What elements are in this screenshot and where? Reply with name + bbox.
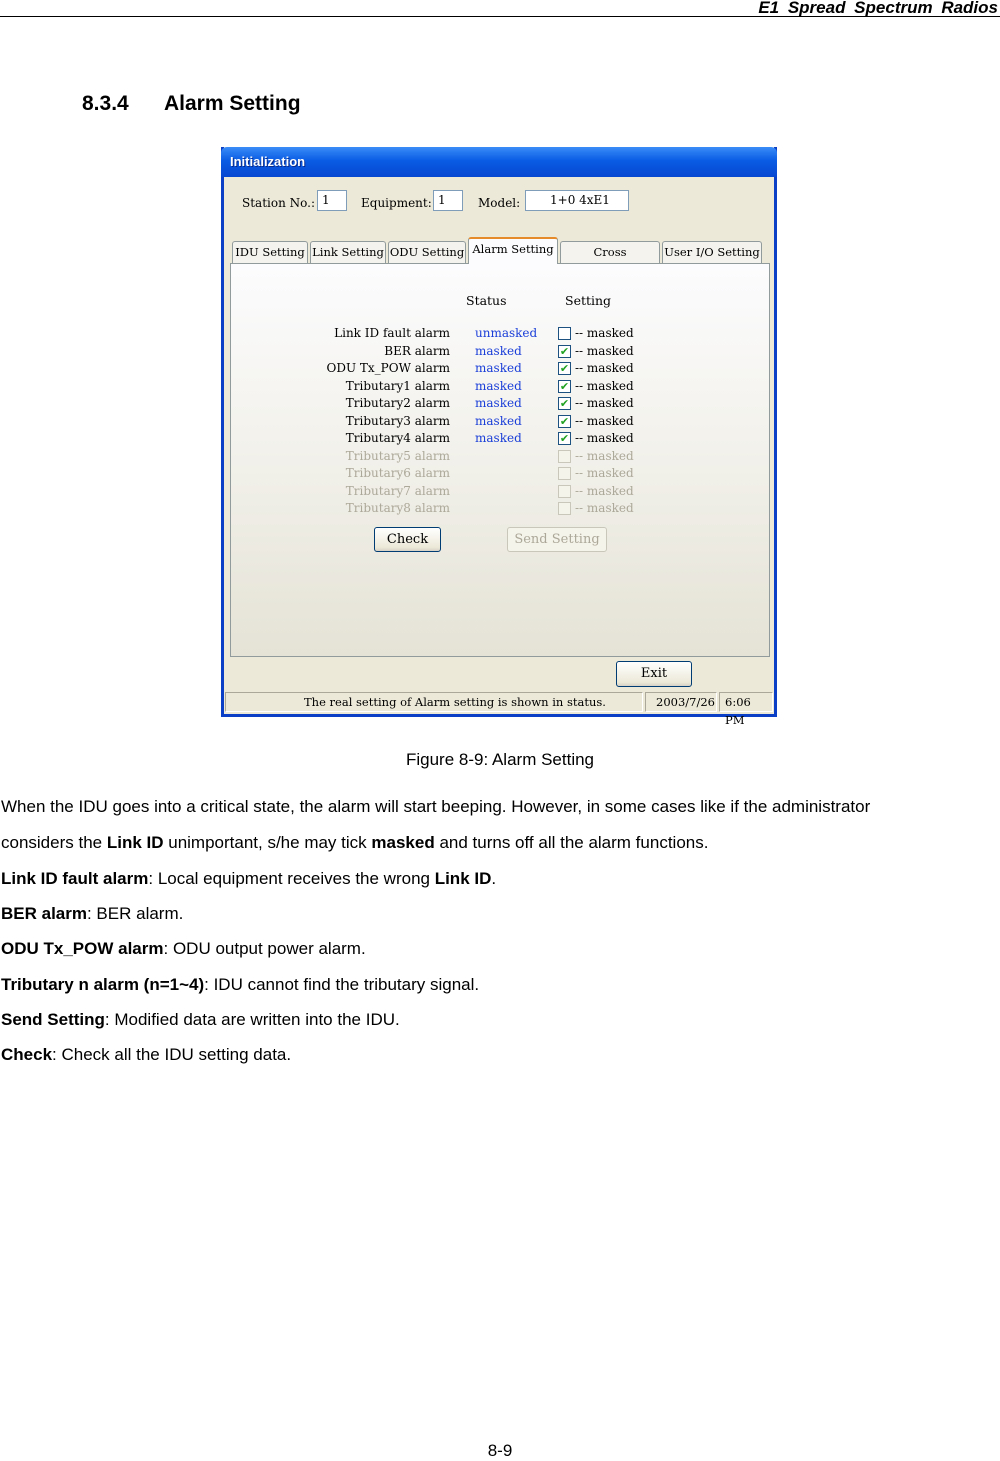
alarm-status: unmasked [475, 326, 538, 340]
mask-checkbox[interactable]: ✔ [559, 379, 570, 393]
mask-label: -- masked [575, 396, 634, 410]
definition-tributary [1, 975, 479, 995]
mask-label: -- masked [575, 483, 634, 498]
alarm-name: Tributary7 alarm [345, 483, 450, 498]
status-bar [225, 691, 773, 727]
mask-label: -- masked [575, 466, 634, 480]
alarm-name: Tributary4 alarm [345, 431, 450, 445]
mask-label: -- masked [575, 378, 634, 393]
alarm-row-tributary6 [231, 466, 771, 483]
mask-label: -- masked [575, 326, 634, 340]
text-run: and turns off all the alarm functions. [434, 833, 709, 852]
alarm-status: masked [475, 378, 522, 393]
mask-checkbox [558, 450, 571, 463]
section-heading [82, 92, 301, 116]
mask-label: -- masked [575, 448, 634, 463]
alarm-status: masked [475, 361, 522, 375]
body-paragraph-line2 [1, 833, 708, 853]
definition-term: Send Setting [1, 1010, 105, 1029]
send-setting-button: Send Setting [507, 527, 607, 552]
definition-term: Check [1, 1045, 53, 1064]
definition-text: : ODU output power alarm. [163, 939, 366, 958]
alarm-name: Tributary8 alarm [345, 501, 450, 515]
definition-text: : BER alarm. [86, 904, 184, 923]
definition-text: : IDU cannot find the tributary signal. [204, 975, 480, 994]
body-paragraph-line1: When the IDU goes into a critical state, the alarm will start beeping. However, in some cases like if the administrator [1, 797, 871, 816]
mask-label: -- masked [575, 501, 634, 515]
equipment-label: Equipment: [361, 196, 432, 210]
alarm-row-odu-tx-pow [231, 361, 771, 378]
section-number: 8.3.4 [82, 92, 129, 115]
alarm-name: Tributary5 alarm [345, 448, 450, 463]
mask-checkbox[interactable]: ✔ [559, 432, 570, 445]
tab-link-setting[interactable]: Link Setting [310, 241, 386, 263]
alarm-name: BER alarm [384, 343, 450, 358]
running-header: E1 Spread Spectrum Radios [758, 0, 998, 17]
term-link-id: Link ID [106, 833, 164, 852]
mask-label: -- masked [575, 361, 634, 375]
status-time: 6:06 PM [719, 692, 773, 712]
alarm-status: masked [475, 413, 522, 428]
mask-checkbox[interactable]: ✔ [559, 414, 570, 428]
initialization-window [221, 147, 777, 727]
alarm-name: Tributary2 alarm [345, 396, 450, 410]
equipment-input[interactable]: 1 [433, 190, 463, 211]
alarm-row-tributary2 [231, 396, 771, 413]
mask-checkbox [558, 485, 571, 498]
tab-odu-setting[interactable]: ODU Setting [388, 241, 466, 263]
alarm-status: masked [475, 396, 522, 410]
status-date: 2003/7/26 [645, 692, 717, 712]
window-titlebar[interactable] [221, 147, 777, 177]
alarm-row-ber [231, 344, 771, 361]
alarm-row-link-id [231, 326, 771, 343]
alarm-row-tributary7 [231, 484, 771, 501]
mask-label: -- masked [575, 431, 634, 445]
alarm-setting-panel [230, 263, 770, 657]
mask-checkbox[interactable]: ✔ [559, 397, 570, 410]
tab-strip [230, 237, 770, 263]
alarm-row-tributary5 [231, 449, 771, 466]
term-masked: masked [371, 833, 435, 852]
mask-checkbox [558, 467, 571, 480]
setting-column-header: Setting [565, 293, 612, 308]
mask-checkbox[interactable]: ✔ [559, 344, 570, 358]
station-input[interactable]: 1 [317, 190, 347, 211]
station-label: Station No.: [242, 196, 315, 210]
alarm-row-tributary4 [231, 431, 771, 448]
alarm-name: Tributary1 alarm [345, 378, 450, 393]
tab-idu-setting[interactable]: IDU Setting [232, 241, 308, 263]
model-label: Model: [478, 196, 521, 210]
mask-checkbox [558, 502, 571, 515]
definition-term: Tributary n alarm (n=1~4) [1, 975, 205, 994]
definition-check [1, 1045, 291, 1065]
section-title: Alarm Setting [164, 92, 301, 115]
mask-label: -- masked [575, 343, 634, 358]
alarm-row-tributary1 [231, 379, 771, 396]
definition-term: BER alarm [1, 904, 87, 923]
definition-text: : Local equipment receives the wrong [148, 869, 435, 888]
definition-odu-tx-pow [1, 939, 366, 959]
alarm-name: Tributary3 alarm [345, 413, 450, 428]
mask-checkbox[interactable] [558, 327, 571, 340]
exit-button[interactable]: Exit [616, 661, 692, 687]
check-button[interactable]: Check [374, 527, 441, 552]
definition-text: : Modified data are written into the IDU. [104, 1010, 400, 1029]
alarm-row-tributary8 [231, 501, 771, 518]
figure-caption: Figure 8-9: Alarm Setting [405, 750, 595, 769]
text-run: unimportant, s/he may tick [163, 833, 372, 852]
definition-link-id-fault [1, 869, 496, 889]
alarm-name: ODU Tx_POW alarm [326, 361, 450, 375]
definition-end: . [491, 869, 497, 888]
status-column-header: Status [466, 293, 507, 308]
status-message: The real setting of Alarm setting is shown in status. [225, 692, 643, 712]
page-number: 8-9 [487, 1441, 513, 1460]
definition-term: Link ID fault alarm [1, 869, 149, 888]
alarm-name: Tributary6 alarm [345, 466, 450, 480]
definition-send-setting [1, 1010, 400, 1030]
text-run: considers the [1, 833, 107, 852]
alarm-name: Link ID fault alarm [334, 326, 450, 340]
tab-alarm-setting[interactable]: Alarm Setting [468, 237, 558, 264]
tab-user-io-setting[interactable]: User I/O Setting [662, 241, 762, 263]
model-input[interactable]: 1+0 4xE1 [525, 190, 629, 211]
definition-text: : Check all the IDU setting data. [52, 1045, 292, 1064]
definition-ber [1, 904, 183, 924]
mask-label: -- masked [575, 413, 634, 428]
alarm-status: masked [475, 431, 522, 445]
definition-term: ODU Tx_POW alarm [1, 939, 164, 958]
header-rule [0, 16, 1000, 17]
tab-cross-connecting[interactable]: Cross [560, 241, 660, 263]
mask-checkbox[interactable]: ✔ [559, 362, 570, 375]
alarm-row-tributary3 [231, 414, 771, 431]
alarm-status: masked [475, 343, 522, 358]
window-title: Initialization [230, 154, 306, 169]
definition-bold: Link ID [434, 869, 492, 888]
